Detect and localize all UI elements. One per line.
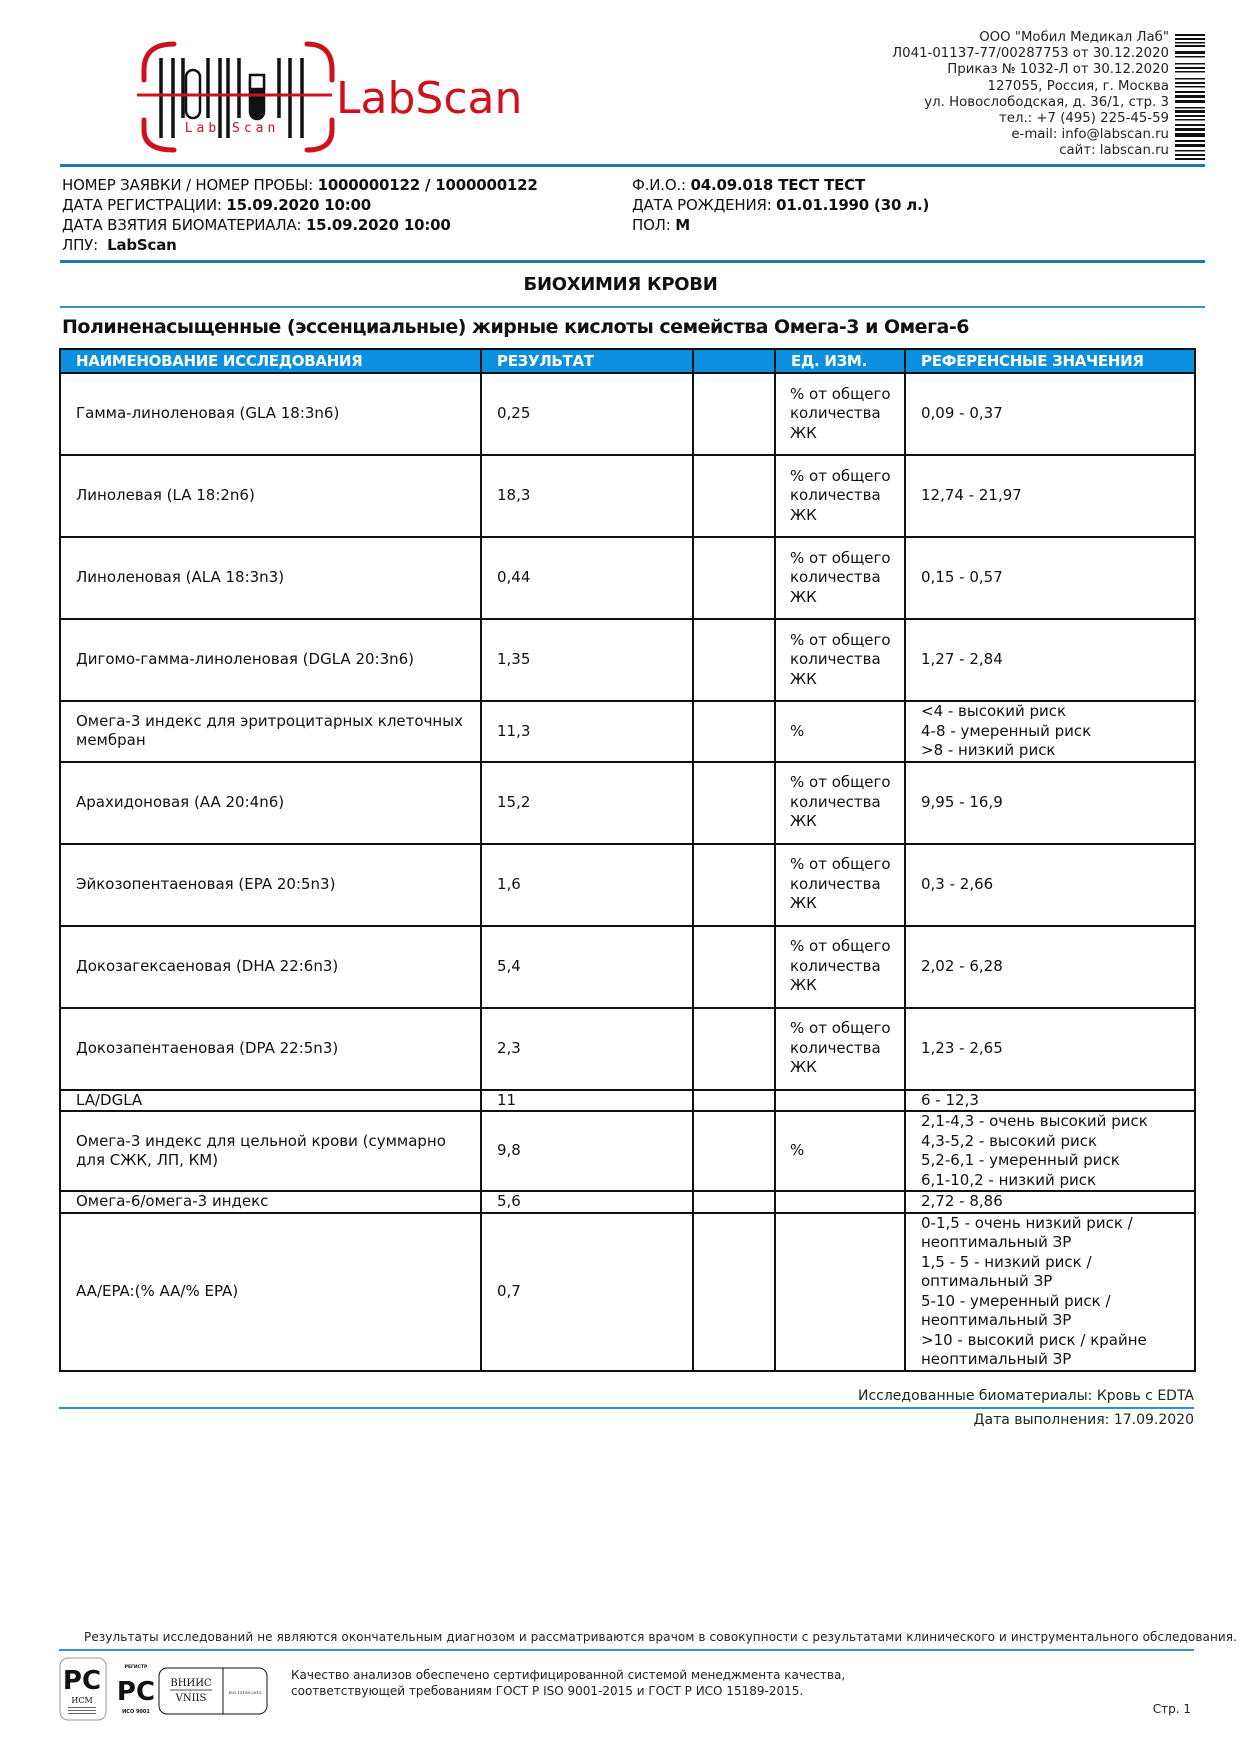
patient-name-line — [632, 175, 929, 195]
results-table — [59, 348, 1196, 1372]
svg-text:ИСМ: ИСМ — [71, 1696, 93, 1705]
company-name: ООО "Мобил Медикал Лаб" — [979, 30, 1169, 45]
reference-line: 6 - 12,3 — [921, 1090, 979, 1109]
section-title: БИОХИМИЯ КРОВИ — [523, 274, 718, 295]
test-name-cell: Арахидоновая (AA 20:4n6) — [60, 762, 481, 844]
sex-line — [632, 215, 929, 235]
unit-cell — [775, 1090, 905, 1112]
result-cell: 2,3 — [481, 1008, 693, 1090]
reference-cell — [905, 701, 1195, 762]
unit-cell: % — [775, 701, 905, 762]
unit-cell: % — [775, 1111, 905, 1191]
test-name-cell: Омега-6/омега-3 индекс — [60, 1191, 481, 1213]
logo-subtext: Lab Scan — [184, 121, 280, 136]
test-name-cell: Докозапентаеновая (DPA 22:5n3) — [60, 1008, 481, 1090]
barcode-icon — [1175, 34, 1205, 162]
flag-cell — [693, 1191, 775, 1213]
registration-date-label: ДАТА РЕГИСТРАЦИИ: — [62, 196, 222, 214]
result-cell: 15,2 — [481, 762, 693, 844]
test-name-cell: Дигомо-гамма-линоленовая (DGLA 20:3n6) — [60, 619, 481, 701]
result-cell: 0,7 — [481, 1213, 693, 1371]
company-city: 127055, Россия, г. Москва — [987, 78, 1169, 94]
test-name-cell: Омега-3 индекс для эритроцитарных клеточных мембран — [60, 701, 481, 762]
company-email[interactable]: e-mail: info@labscan.ru — [1011, 127, 1169, 143]
registration-date-value: 15.09.2020 10:00 — [226, 196, 371, 214]
reference-line: 2,02 - 6,28 — [921, 956, 1003, 975]
vniis-icon — [159, 1668, 267, 1714]
reference-line: 4,3-5,2 - высокий риск — [921, 1131, 1098, 1150]
panel-title: Полиненасыщенные (эссенциальные) жирные кислоты семейства Омега-3 и Омега-6 — [62, 316, 969, 338]
table-row — [60, 1213, 1195, 1371]
unit-cell — [775, 1191, 905, 1213]
table-row — [60, 926, 1195, 1008]
unit-cell: % от общего количества ЖК — [775, 762, 905, 844]
unit-cell: % от общего количества ЖК — [775, 373, 905, 455]
table-row — [60, 619, 1195, 701]
reference-cell — [905, 537, 1195, 619]
unit-cell — [775, 1213, 905, 1371]
gost-registr-icon — [117, 1664, 155, 1715]
result-cell: 5,6 — [481, 1191, 693, 1213]
company-license: Л041-01137-77/00287753 от 30.12.2020 — [892, 46, 1169, 62]
unit-cell: % от общего количества ЖК — [775, 537, 905, 619]
reference-cell — [905, 1008, 1195, 1090]
reference-line: <4 - высокий риск — [921, 702, 1067, 720]
company-order: Приказ № 1032-Л от 30.12.2020 — [947, 62, 1169, 78]
test-name-cell: AA/EPA:(% AA/% EPA) — [60, 1213, 481, 1371]
result-cell: 18,3 — [481, 455, 693, 537]
table-row — [60, 844, 1195, 926]
result-cell: 0,44 — [481, 537, 693, 619]
flag-cell — [693, 455, 775, 537]
test-name-cell: Линолевая (LA 18:2n6) — [60, 455, 481, 537]
order-number-value: 1000000122 / 1000000122 — [317, 176, 538, 194]
svg-text:РЕГИСТР: РЕГИСТР — [124, 1665, 148, 1670]
order-number-line — [62, 175, 538, 195]
completion-date: Дата выполнения: 17.09.2020 — [973, 1412, 1194, 1428]
column-header-result: РЕЗУЛЬТАТ — [481, 349, 693, 373]
unit-cell: % от общего количества ЖК — [775, 926, 905, 1008]
reference-cell — [905, 844, 1195, 926]
reference-line: 12,74 - 21,97 — [921, 486, 1022, 505]
result-cell: 0,25 — [481, 373, 693, 455]
column-header-flag — [693, 349, 775, 373]
header-divider — [60, 164, 1205, 167]
flag-cell — [693, 619, 775, 701]
gost-ism-icon — [60, 1658, 106, 1720]
test-name-cell: Докозагексаеновая (DHA 22:6n3) — [60, 926, 481, 1008]
patient-name-label: Ф.И.О.: — [632, 176, 686, 194]
reference-cell — [905, 455, 1195, 537]
unit-cell: % от общего количества ЖК — [775, 1008, 905, 1090]
reference-line: >10 - высокий риск / крайне неоптимальный ЗР — [921, 1330, 1147, 1368]
company-phone: тел.: +7 (495) 225-45-59 — [999, 111, 1169, 127]
reference-line: 1,27 - 2,84 — [921, 650, 1003, 669]
reference-cell — [905, 1213, 1195, 1371]
reference-line: 4-8 - умеренный риск — [921, 721, 1092, 740]
sampling-date-label: ДАТА ВЗЯТИЯ БИОМАТЕРИАЛА: — [62, 216, 302, 234]
footer-divider — [59, 1649, 1194, 1651]
company-site[interactable]: сайт: labscan.ru — [1059, 143, 1169, 159]
page-number: Стр. 1 — [1152, 1702, 1191, 1716]
unit-cell: % от общего количества ЖК — [775, 455, 905, 537]
flag-cell — [693, 1111, 775, 1191]
column-header-reference: РЕФЕРЕНСНЫЕ ЗНАЧЕНИЯ — [905, 349, 1195, 373]
quality-statement — [291, 1668, 845, 1699]
table-row — [60, 1090, 1195, 1112]
disclaimer: Результаты исследований не являются окончательным диагнозом и рассматриваются врачом в совокупности с результатами клинического и инструментального обследования. — [84, 1630, 1238, 1644]
test-name-cell: LA/DGLA — [60, 1090, 481, 1112]
company-info — [892, 30, 1169, 160]
reference-line: 2,1-4,3 - очень высокий риск — [921, 1112, 1148, 1130]
result-cell: 1,35 — [481, 619, 693, 701]
table-row — [60, 762, 1195, 844]
test-name-cell: Эйкозопентаеновая (EPA 20:5n3) — [60, 844, 481, 926]
flag-cell — [693, 701, 775, 762]
column-header-name: НАИМЕНОВАНИЕ ИССЛЕДОВАНИЯ — [60, 349, 481, 373]
table-header-row — [60, 349, 1195, 373]
order-info — [62, 175, 538, 255]
unit-cell: % от общего количества ЖК — [775, 844, 905, 926]
flag-cell — [693, 1008, 775, 1090]
flag-cell — [693, 926, 775, 1008]
registration-date-line — [62, 195, 538, 215]
biomaterial-divider — [59, 1407, 1194, 1409]
section-divider — [60, 306, 1205, 308]
svg-text:PC: PC — [116, 1677, 156, 1707]
sex-value: М — [675, 216, 690, 234]
reference-cell — [905, 1090, 1195, 1112]
reference-cell — [905, 619, 1195, 701]
result-cell: 11 — [481, 1090, 693, 1112]
test-name-cell: Линоленовая (ALA 18:3n3) — [60, 537, 481, 619]
reference-cell — [905, 1111, 1195, 1191]
svg-text:ISO 15189:2015: ISO 15189:2015 — [228, 1690, 262, 1695]
reference-line: 1,23 - 2,65 — [921, 1038, 1003, 1057]
svg-text:ИСО 9001: ИСО 9001 — [122, 1709, 150, 1715]
logo-text: LabScan — [336, 73, 523, 124]
patient-info — [632, 175, 929, 235]
svg-text:ВНИИС: ВНИИС — [170, 1678, 212, 1689]
column-header-unit: ЕД. ИЗМ. — [775, 349, 905, 373]
reference-line: 0,09 - 0,37 — [921, 404, 1003, 423]
test-name-cell: Омега-3 индекс для цельной крови (суммарно для СЖК, ЛП, КМ) — [60, 1111, 481, 1191]
test-name-cell: Гамма-линоленовая (GLA 18:3n6) — [60, 373, 481, 455]
reference-cell — [905, 1191, 1195, 1213]
table-row — [60, 1191, 1195, 1213]
result-cell: 5,4 — [481, 926, 693, 1008]
sampling-date-value: 15.09.2020 10:00 — [305, 216, 451, 234]
unit-cell: % от общего количества ЖК — [775, 619, 905, 701]
table-row — [60, 1111, 1195, 1191]
reference-cell — [905, 926, 1195, 1008]
reference-line: 0,15 - 0,57 — [921, 568, 1003, 587]
reference-line: 5,2-6,1 - умеренный риск — [921, 1151, 1120, 1169]
svg-text:VNIIS: VNIIS — [175, 1693, 207, 1704]
reference-cell — [905, 373, 1195, 455]
lpu-label: ЛПУ: — [62, 236, 98, 254]
flag-cell — [693, 762, 775, 844]
reference-line: 9,95 - 16,9 — [921, 792, 1003, 811]
table-row — [60, 1008, 1195, 1090]
table-row — [60, 701, 1195, 762]
result-cell: 1,6 — [481, 844, 693, 926]
flag-cell — [693, 1213, 775, 1371]
reference-line: 5-10 - умеренный риск / неоптимальный ЗР — [921, 1291, 1111, 1329]
flag-cell — [693, 373, 775, 455]
birth-date-value: 01.01.1990 (30 л.) — [776, 196, 930, 214]
reference-line: 0-1,5 - очень низкий риск / неоптимальный ЗР — [921, 1213, 1133, 1251]
result-cell: 9,8 — [481, 1111, 693, 1191]
lpu-value: LabScan — [107, 236, 177, 254]
reference-line: 0,3 - 2,66 — [921, 874, 994, 893]
labscan-logo — [132, 30, 523, 155]
birth-date-line — [632, 195, 929, 215]
table-row — [60, 373, 1195, 455]
sex-label: ПОЛ: — [632, 216, 671, 234]
table-row — [60, 537, 1195, 619]
flag-cell — [693, 537, 775, 619]
results-body — [60, 373, 1195, 1371]
lpu-line — [62, 235, 538, 255]
quality-line-1: Качество анализов обеспечено сертифицированной системой менеджмента качества, — [291, 1668, 846, 1682]
biomaterial-note: Исследованные биоматериалы: Кровь с EDTA — [857, 1388, 1194, 1404]
reference-line: 1,5 - 5 - низкий риск / оптимальный ЗР — [921, 1252, 1092, 1290]
certification-logos — [58, 1656, 270, 1724]
logo-graphic — [132, 30, 523, 155]
birth-date-label: ДАТА РОЖДЕНИЯ: — [632, 196, 772, 214]
reference-line: 2,72 - 8,86 — [921, 1192, 1003, 1210]
reference-line: 6,1-10,2 - низкий риск — [921, 1170, 1097, 1189]
sampling-date-line — [62, 215, 538, 235]
quality-line-2: соответствующей требованиям ГОСТ Р ISO 9001-2015 и ГОСТ Р ИСО 15189-2015. — [291, 1683, 804, 1698]
flag-cell — [693, 1090, 775, 1112]
table-row — [60, 455, 1195, 537]
company-street: ул. Новослободская, д. 36/1, стр. 3 — [924, 94, 1169, 110]
svg-text:PC: PC — [62, 1666, 102, 1696]
reference-cell — [905, 762, 1195, 844]
flag-cell — [693, 844, 775, 926]
patient-name-value: 04.09.018 ТЕСТ ТЕСТ — [690, 176, 866, 194]
result-cell: 11,3 — [481, 701, 693, 762]
info-divider — [60, 260, 1205, 263]
order-number-label: НОМЕР ЗАЯВКИ / НОМЕР ПРОБЫ: — [62, 176, 313, 194]
reference-line: >8 - низкий риск — [921, 741, 1056, 759]
